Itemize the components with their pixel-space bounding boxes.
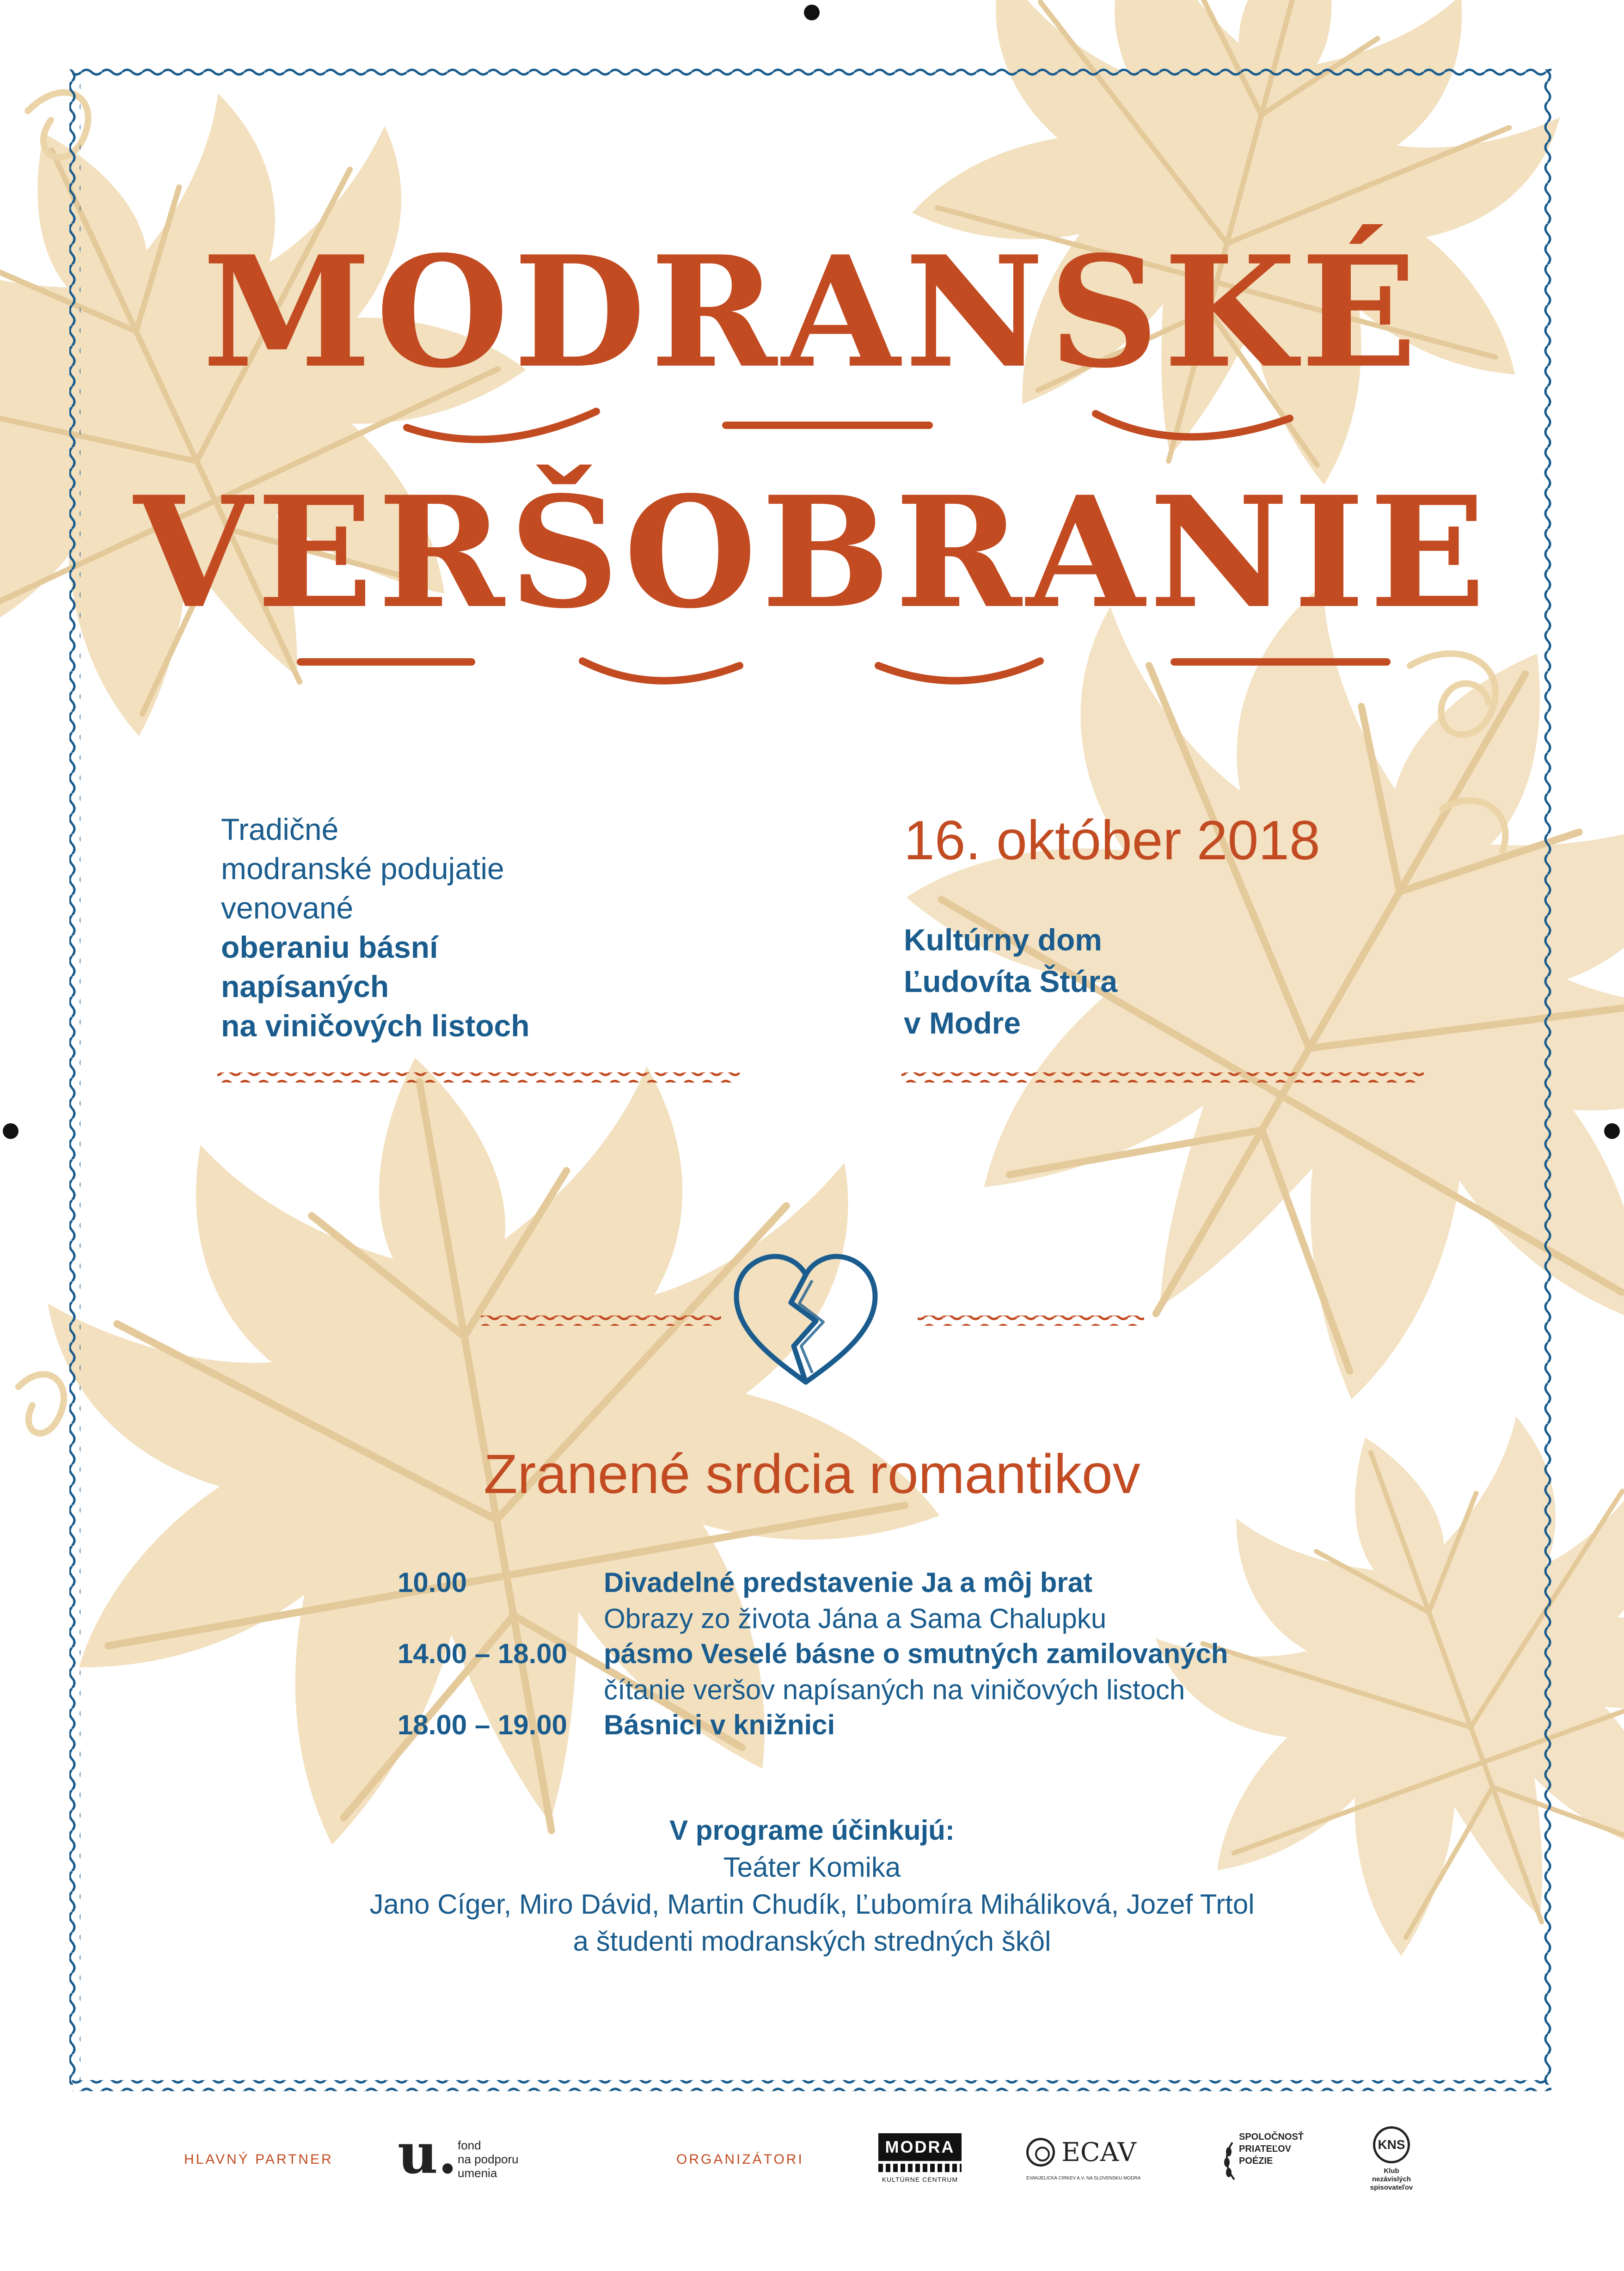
kns-logo	[1368, 2126, 1428, 2210]
program-item	[604, 1565, 1106, 1637]
ecav-seal-icon	[1026, 2138, 1055, 2167]
organizers-label: ORGANIZÁTORI	[676, 2152, 804, 2167]
program-time: 10.00	[398, 1567, 467, 1598]
performers	[0, 1812, 1624, 1960]
title-line-2: VERŠOBRANIE	[134, 463, 1490, 642]
event-date: 16. október 2018	[904, 809, 1320, 871]
ecav-caption: EVANJELICKÁ CIRKEV A.V. NA SLOVENSKU MODRA	[1026, 2176, 1141, 2181]
modra-caption: KULTÚRNE CENTRUM	[882, 2176, 958, 2183]
performers-line: Jano Cíger, Miro Dávid, Martin Chudík, Ľubomíra Miháliková, Jozef Trtol	[369, 1889, 1255, 1920]
program-detail: čítanie veršov napísaných na viničových listoch	[604, 1674, 1185, 1705]
fpu-logo	[398, 2121, 545, 2196]
title-line-1: MODRANSKÉ	[202, 222, 1422, 402]
venue-line: Ľudovíta Štúra	[904, 964, 1118, 998]
modra-pattern	[878, 2164, 962, 2172]
event-description	[221, 810, 776, 1046]
fpu-line: umenia	[458, 2166, 497, 2180]
kns-line: nezávislých	[1372, 2175, 1411, 2183]
spp-line: POÉZIE	[1239, 2156, 1273, 2166]
registration-mark-right	[1604, 1123, 1620, 1139]
registration-mark-left	[3, 1123, 18, 1139]
spp-text	[1239, 2131, 1304, 2167]
ecav-logo	[1026, 2138, 1160, 2193]
fpu-text	[458, 2138, 519, 2180]
program-time: 18.00 – 19.00	[398, 1709, 568, 1740]
modra-name: MODRA	[878, 2133, 962, 2161]
spp-line: PRIATEĽOV	[1239, 2144, 1291, 2154]
spp-line: SPOLOČNOSŤ	[1239, 2132, 1304, 2142]
fpu-line: fond	[458, 2138, 481, 2152]
program-title: Divadelné predstavenie Ja a môj brat	[604, 1567, 1093, 1598]
program-subtitle: Zranené srdcia romantikov	[484, 1443, 1140, 1505]
sponsors-footer	[0, 2117, 1624, 2237]
program-item	[604, 1707, 835, 1743]
modra-logo	[878, 2133, 962, 2193]
description-line: Tradičné	[221, 812, 339, 846]
description-line-bold: napísaných	[221, 969, 389, 1004]
performers-heading: V programe účinkujú:	[669, 1815, 955, 1846]
program-title: pásmo Veselé básne o smutných zamilovaných	[604, 1638, 1228, 1669]
description-line: modranské podujatie	[221, 851, 504, 886]
program-title: Básnici v knižnici	[604, 1709, 835, 1740]
fpu-line: na podporu	[458, 2152, 519, 2166]
kns-line: spisovateľov	[1370, 2184, 1413, 2191]
venue-line: Kultúrny dom	[904, 923, 1102, 957]
spp-logo	[1220, 2131, 1313, 2200]
kns-text	[1368, 2167, 1415, 2192]
main-partner-label: HLAVNÝ PARTNER	[184, 2152, 333, 2167]
program-item	[604, 1636, 1228, 1708]
venue-line: v Modre	[904, 1006, 1021, 1040]
kns-badge: KNS	[1373, 2126, 1410, 2163]
ecav-name: ECAV	[1061, 2137, 1136, 2167]
program-time: 14.00 – 18.00	[398, 1638, 568, 1669]
event-venue	[904, 919, 1117, 1044]
registration-mark-top	[804, 5, 820, 20]
kns-line: Klub	[1384, 2167, 1399, 2175]
program-detail: Obrazy zo života Jána a Sama Chalupku	[604, 1603, 1107, 1634]
fpu-mark: u.	[398, 2121, 458, 2186]
description-line-bold: na viničových listoch	[221, 1009, 530, 1043]
laurel-icon	[1220, 2140, 1239, 2182]
description-line-bold: oberaniu básní	[221, 930, 438, 964]
performers-line: a študenti modranských stredných škôl	[573, 1926, 1051, 1957]
performers-line: Teáter Komika	[723, 1852, 901, 1883]
description-line: venované	[221, 891, 354, 925]
